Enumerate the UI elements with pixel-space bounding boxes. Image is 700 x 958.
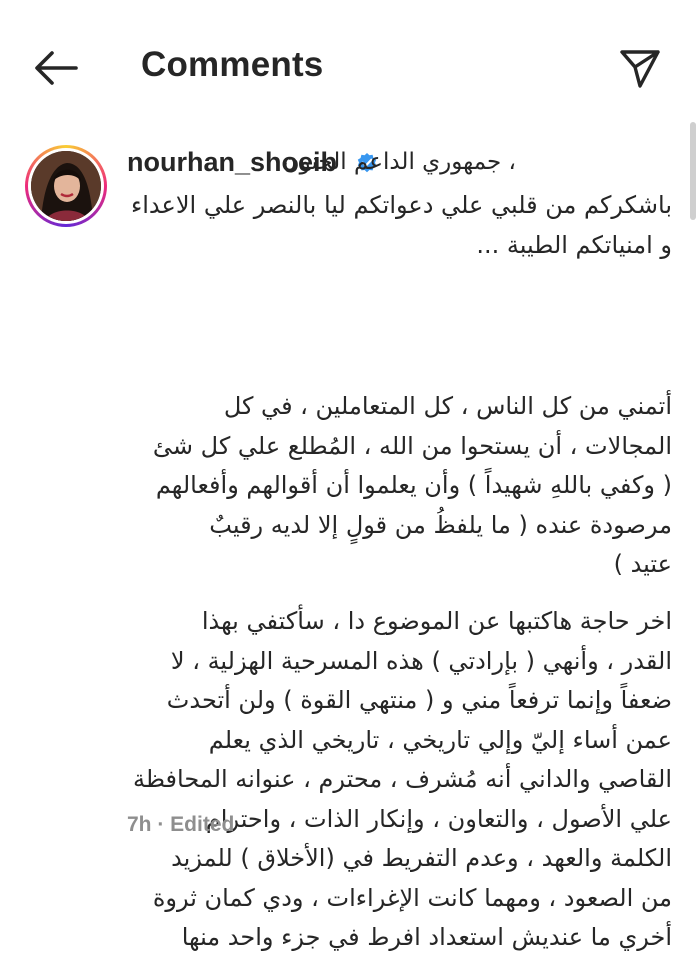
avatar-ring[interactable] [25,145,107,227]
comment-line: أتمني من كل الناس ، كل المتعاملين ، في كل [223,392,672,420]
comment-line: علي الأصول ، والتعاون ، وإنكار الذات ، واحترام [205,804,672,833]
back-button[interactable] [28,40,84,96]
comment-line: ( وكفي باللهِ شهيداً ) وأن يعلموا أن أقوالهم وأفعالهم [155,471,672,499]
comment-line: عتيد ) [613,550,672,578]
comment-line: المجالات ، أن يستحوا من الله ، المُطلع علي كل شئ [152,431,672,460]
share-button[interactable] [612,40,668,96]
comment-line: القدر ، وأنهي ( بإرادتي ) هذه المسرحية الهزلية ، لا [170,646,672,675]
comment-paragraph-2 [127,387,672,585]
comment-line: عمن أساء إليّ وإلي تاريخي ، تاريخي الذي يعلم [208,725,672,754]
comment-line: أخري ما عنديش استعداد افرط في جزء واحد منها [181,923,672,951]
comment-first-line: ، جمهوري الداعم الحنون [282,149,516,175]
top-bar [0,0,700,122]
comment-line: من الصعود ، ومهما كانت الإغراءات ، ودي كمان ثروة [152,883,672,912]
avatar[interactable] [31,151,101,221]
comment-line: اخر حاجة هاكتبها عن الموضوع دا ، سأكتفي بهذا [201,607,672,635]
scrollbar[interactable] [690,122,696,220]
username[interactable]: nourhan_shoeib [127,147,338,177]
arrow-left-icon [32,48,80,88]
comment-line: باشكركم من قلبي علي دعواتكم ليا بالنصر علي الاعداء [130,191,672,219]
comment-paragraph-1 [127,186,672,265]
comment-line: و امنياتكم الطيبة ... [476,230,672,259]
comment-line: الكلمة والعهد ، وعدم التفريط في (الأخلاق ) للمزيد [171,844,672,872]
comment-header [127,142,672,182]
comment-line: القاصي والداني أنه مُشرف ، محترم ، عنوانه المحافظة [132,765,672,793]
send-icon [618,46,662,90]
comment-paragraph-3 [127,602,672,958]
comment-meta: 7h · Edited [127,813,235,836]
comment-line: مرصودة عنده ( ما يلفظُ من قولٍ إلا لديه رقيبٌ [209,510,672,539]
page-title: Comments [141,45,324,84]
profile-photo-icon [31,151,101,221]
comment-line: ضعفاً وإنما ترفعاً مني و ( منتهي القوة ) ولن أتحدث [166,686,672,714]
